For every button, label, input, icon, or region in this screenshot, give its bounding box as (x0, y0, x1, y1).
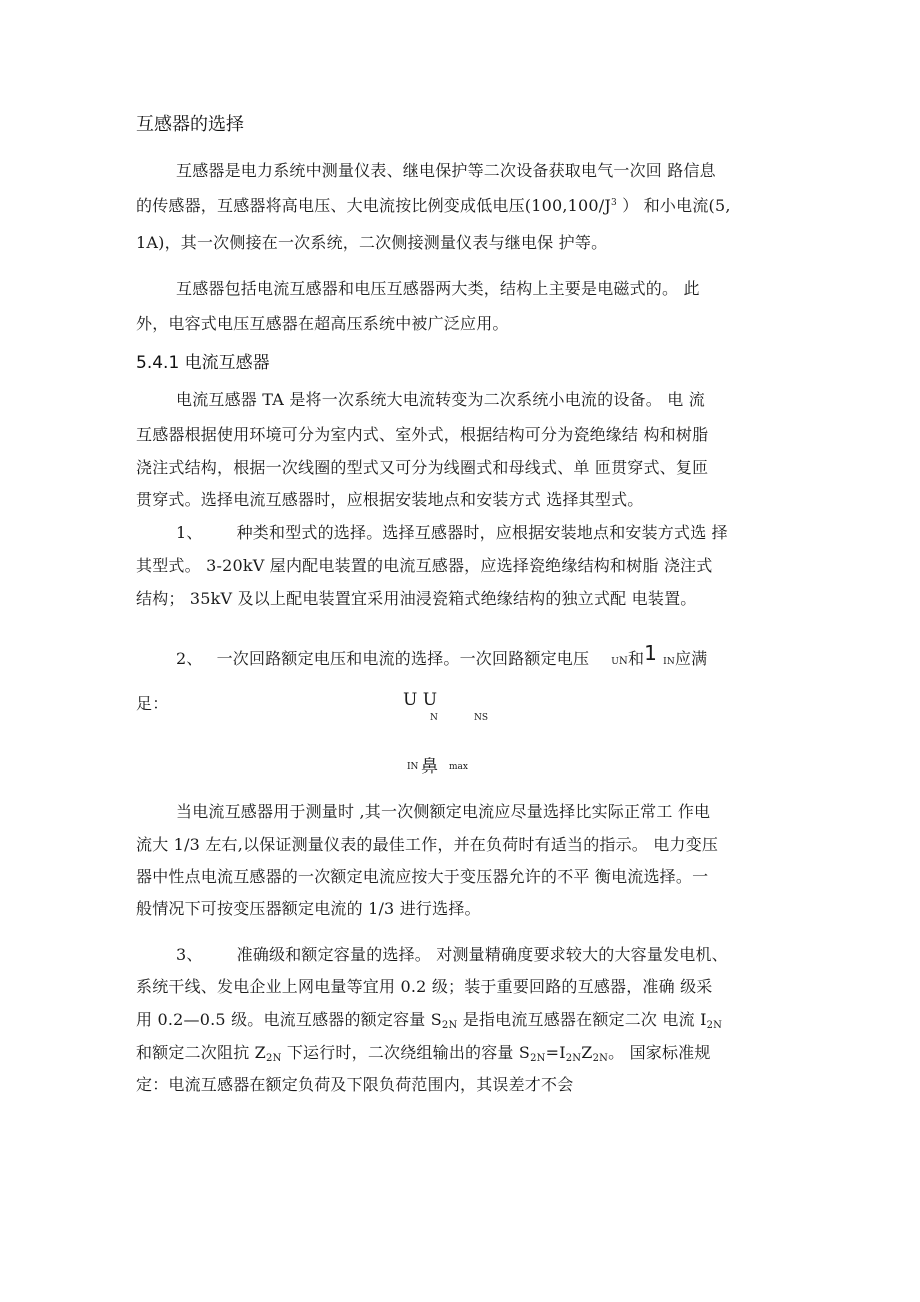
item-number: 2、 (176, 649, 203, 668)
subscript: 2N (706, 1020, 723, 1031)
paragraph-1-line-3: 1A)，其一次侧接在一次系统，二次侧接测量仪表与继电保 护等。 (136, 233, 608, 252)
symbol-in: IN (663, 657, 675, 667)
formula-voltage-sub-n: N (430, 713, 438, 723)
text: 准确级和额定容量的选择。 对测量精确度要求较大的大容量发电机、 (236, 945, 728, 964)
item-3-line-3 (136, 1007, 722, 1031)
paragraph-3-line-4: 贯穿式。选择电流互感器时，应根据安装地点和安装方式 选择其型式。 (136, 490, 644, 509)
item-1-line-2: 其型式。 3-20kV 屋内配电装置的电流互感器，应选择瓷绝缘结构和树脂 浇注式 (136, 556, 713, 575)
formula-current-post: max (449, 762, 468, 772)
section-heading: 5.4.1 电流互感器 (136, 353, 270, 373)
paragraph-3-line-2: 互感器根据使用环境可分为室内式、室外式，根据结构可分为瓷绝缘结 构和树脂 (136, 425, 709, 444)
text: 种类和型式的选择。选择互感器时，应根据安装地点和安装方式选 择 (236, 523, 728, 542)
subscript: 2N (441, 1020, 458, 1031)
text: 用 0.2—0.5 级。电流互感器的额定容量 S (136, 1010, 442, 1029)
text: 的传感器，互感器将高电压、大电流按比例变成低电压(100,100/J (136, 196, 612, 215)
paragraph-4-line-3: 器中性点电流互感器的一次额定电流应按大于变压器允许的不平 衡电流选择。一 (136, 867, 709, 886)
item-number: 1、 (176, 523, 203, 542)
subscript: 2N (530, 1053, 546, 1064)
paragraph-1-line-1: 互感器是电力系统中测量仪表、继电保护等二次设备获取电气一次回 路信息 (176, 161, 716, 180)
symbol-u: U (611, 657, 619, 667)
text: 和 (627, 649, 645, 668)
paragraph-1-line-2 (136, 193, 731, 216)
item-3-line-2: 系统干线、发电企业上网电量等宜用 0.2 级；装于重要回路的互感器，准确 级采 (136, 977, 713, 996)
text: 一次回路额定电压和电流的选择。一次回路额定电压 (216, 649, 590, 668)
paragraph-3-line-1: 电流互感器 TA 是将一次系统大电流转变为二次系统小电流的设备。 电 流 (176, 390, 705, 409)
symbol-one: 1 (644, 641, 658, 665)
superscript: 3 (611, 198, 617, 208)
document-title: 互感器的选择 (136, 114, 244, 135)
item-2-line-2: 足： (136, 694, 169, 713)
formula-voltage: U U (403, 690, 438, 710)
text: 下运行时，二次绕组输出的容量 S (281, 1043, 531, 1062)
paragraph-2-line-2: 外，电容式电压互感器在超高压系统中被广泛应用。 (136, 314, 509, 333)
paragraph-4-line-2: 流大 1/3 左右,以保证测量仪表的最佳工作，并在负荷时有适当的指示。 电力变压 (136, 835, 719, 854)
paragraph-3-line-3: 浇注式结构，根据一次线圈的型式又可分为线圈式和母线式、单 匝贯穿式、复匝 (136, 458, 709, 477)
text: ） 和小电流(5, (616, 196, 731, 215)
item-3-line-5: 定：电流互感器在额定负荷及下限负荷范围内，其误差才不会 (136, 1075, 574, 1094)
formula-voltage-sub-ns: NS (474, 713, 489, 723)
symbol-n: N (619, 656, 628, 667)
formula-current-pre: IN (407, 762, 419, 772)
subscript: 2N (592, 1053, 609, 1064)
formula-current-glyph: 鼻 (421, 757, 438, 777)
paragraph-4-line-4: 般情况下可按变压器额定电流的 1/3 进行选择。 (136, 899, 481, 918)
item-3-line-1 (176, 942, 728, 965)
text: Z (581, 1043, 593, 1062)
text: 。 国家标准规 (608, 1043, 711, 1062)
item-2-line-1 (176, 641, 707, 669)
item-number: 3、 (176, 945, 203, 964)
text: =I (545, 1043, 566, 1062)
item-1-line-1 (176, 520, 728, 543)
item-1-line-3: 结构； 35kV 及以上配电装置宜采用油浸瓷箱式绝缘结构的独立式配 电装置。 (136, 589, 697, 608)
item-3-line-4 (136, 1040, 711, 1064)
text: 和额定二次阻抗 Z (136, 1043, 267, 1062)
text: 是指电流互感器在额定二次 电流 I (457, 1010, 707, 1029)
text: 应满 (674, 649, 708, 668)
subscript: 2N (266, 1053, 282, 1064)
subscript: 2N (565, 1053, 582, 1064)
paragraph-4-line-1: 当电流互感器用于测量时 ,其一次侧额定电流应尽量选择比实际正常工 作电 (176, 802, 711, 821)
paragraph-2-line-1: 互感器包括电流互感器和电压互感器两大类，结构上主要是电磁式的。 此 (176, 279, 700, 298)
